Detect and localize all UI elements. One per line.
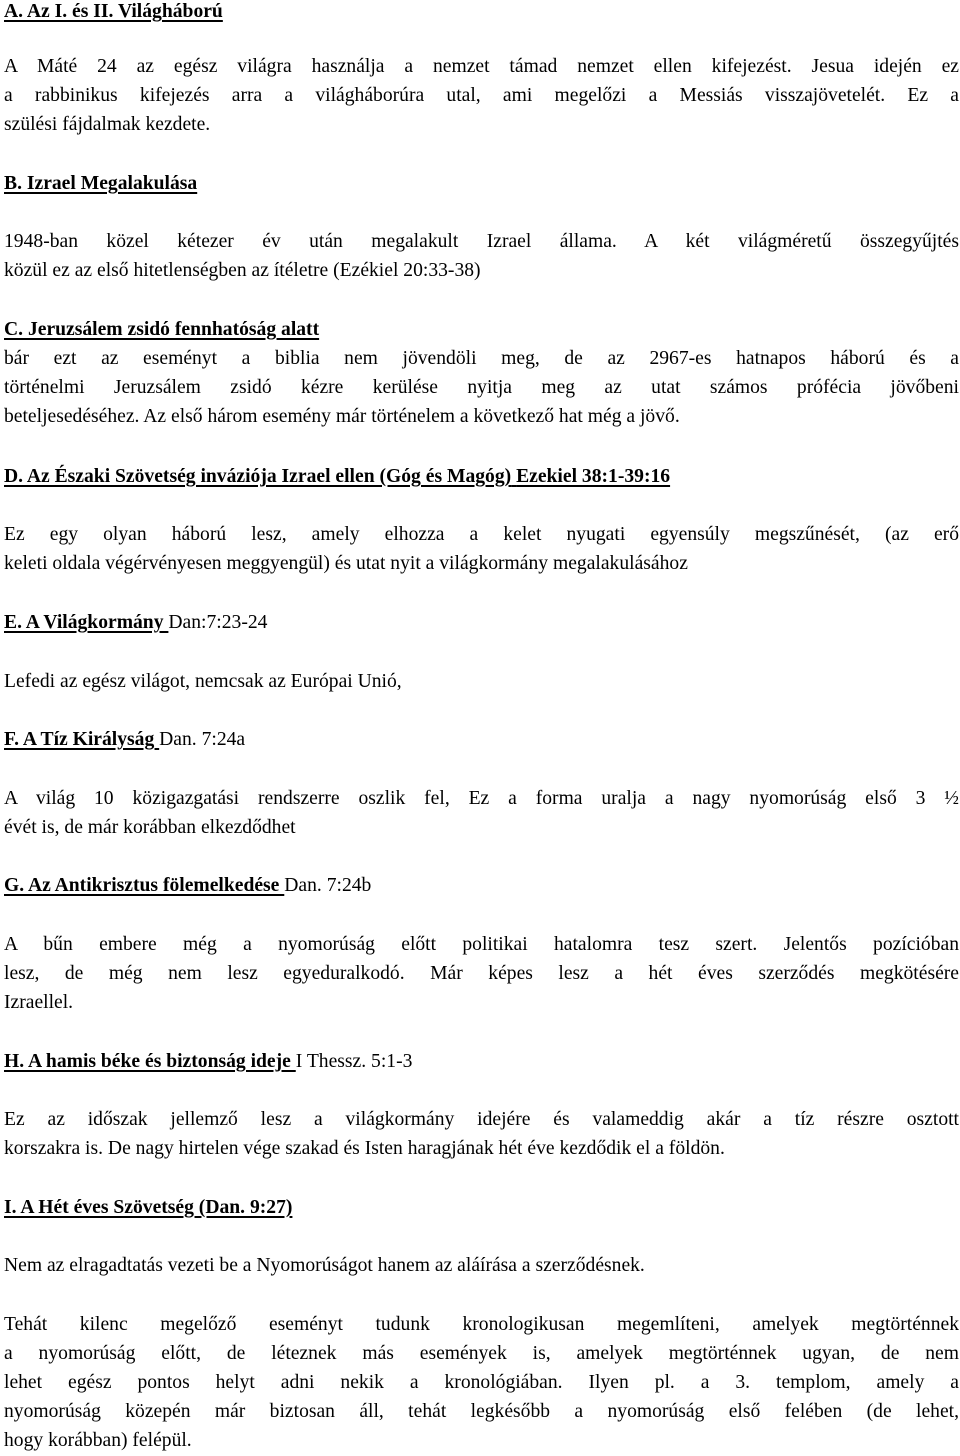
- closing-line: lehet egész pontos helyt adni nekik a kronológiában. Ilyen pl. a 3. templom, amely a: [4, 1372, 959, 1393]
- section-c-title: C. Jeruzsálem zsidó fennhatóság alatt: [4, 319, 320, 340]
- section-g-heading: [4, 871, 959, 900]
- section-b-body: [4, 227, 959, 285]
- section-i-heading: [4, 1193, 959, 1222]
- section-d-line: Ez egy olyan háború lesz, amely elhozza a kelet nyugati egyensúly megszűnését, (az erő: [4, 524, 959, 545]
- section-g-line: A bűn embere még a nyomorúság előtt politikai hatalomra tesz szert. Jelentős pozícióban: [4, 934, 959, 955]
- section-a-line: a rabbinikus kifejezés arra a világháborúra utal, ami megelőzi a Messiás visszajövetelét. Ez a: [4, 85, 959, 106]
- section-c-line: történelmi Jeruzsálem zsidó kézre kerülése nyitja meg az utat számos prófécia jövőbeni: [4, 377, 959, 398]
- section-h-title: H. A hamis béke és biztonság ideje: [4, 1051, 296, 1072]
- section-f-body: [4, 784, 959, 842]
- closing-line: nyomorúság közepén már biztosan áll, tehát legkésőbb a nyomorúság első felében (de lehet,: [4, 1401, 959, 1422]
- section-i-body: [4, 1251, 959, 1280]
- section-g-body: [4, 930, 959, 1017]
- section-d-reference: Ezekiel 38:1-39:16: [516, 466, 671, 487]
- section-a-body: [4, 52, 959, 139]
- section-c-body: [4, 344, 959, 431]
- section-e-title: E. A Világkormány: [4, 612, 169, 633]
- section-e-body: [4, 667, 959, 696]
- closing-line: Tehát kilenc megelőző eseményt tudunk kronologikusan megemlíteni, amelyek megtörténnek: [4, 1314, 959, 1335]
- section-f-line: évét is, de már korábban elkezdődhet: [4, 817, 296, 838]
- section-c-heading: [4, 315, 959, 344]
- section-i-line: Nem az elragadtatás vezeti be a Nyomorúságot hanem az aláírása a szerződésnek.: [4, 1255, 645, 1276]
- section-h-body: [4, 1105, 959, 1163]
- section-f-reference: Dan. 7:24a: [159, 729, 246, 750]
- section-b-title: B. Izrael Megalakulása: [4, 173, 198, 194]
- section-h-line: korszakra is. De nagy hirtelen vége szakad és Isten haragjának hét éve kezdődik el a földön.: [4, 1138, 725, 1159]
- section-h-reference: I Thessz. 5:1-3: [295, 1051, 413, 1072]
- section-g-line: lesz, de még nem lesz egyeduralkodó. Már képes lesz a hét éves szerződés megkötésére: [4, 963, 959, 984]
- closing-paragraph: [4, 1310, 959, 1455]
- section-d-body: [4, 520, 959, 578]
- section-f-line: A világ 10 közigazgatási rendszerre oszlik fel, Ez a forma uralja a nagy nyomorúság első 3 ½: [4, 788, 959, 809]
- section-g-line: Izraellel.: [4, 992, 74, 1013]
- closing-line: a nyomorúság előtt, de léteznek más események is, amelyek megtörténnek ugyan, de nem: [4, 1343, 959, 1364]
- section-a-title: A. Az I. és II. Világháború: [4, 1, 223, 22]
- section-a-line: szülési fájdalmak kezdete.: [4, 114, 211, 135]
- section-e-heading: [4, 608, 959, 637]
- section-f-heading: [4, 725, 959, 754]
- section-b-line: közül ez az első hitetlenségben az ítéletre (Ezékiel 20:33-38): [4, 260, 481, 281]
- section-c-line: bár ezt az eseményt a biblia nem jövendöli meg, de az 2967-es hatnapos háború és a: [4, 348, 959, 369]
- section-h-heading: [4, 1047, 959, 1076]
- section-b-line: 1948-ban közel kétezer év után megalakult Izrael állama. A két világméretű összegyűjtés: [4, 231, 959, 252]
- closing-line: hogy korábban) felépül.: [4, 1430, 192, 1451]
- section-i-title: I. A Hét éves Szövetség (Dan. 9:27): [4, 1197, 293, 1218]
- section-a-heading: [4, 0, 959, 26]
- section-f-title: F. A Tíz Királyság: [4, 729, 160, 750]
- section-h-line: Ez az időszak jellemző lesz a világkormány idejére és valameddig akár a tíz részre osztott: [4, 1109, 959, 1130]
- section-g-title: G. Az Antikrisztus fölemelkedése: [4, 875, 285, 896]
- section-a-line: A Máté 24 az egész világra használja a nemzet támad nemzet ellen kifejezést. Jesua idején ez: [4, 56, 959, 77]
- section-b-heading: [4, 169, 959, 198]
- section-e-line: Lefedi az egész világot, nemcsak az Európai Unió,: [4, 671, 402, 692]
- section-c-line: beteljesedéséhez. Az első három esemény már történelem a következő hat még a jövő.: [4, 406, 680, 427]
- section-d-heading: [4, 462, 959, 491]
- section-e-reference: Dan:7:23-24: [168, 612, 268, 633]
- section-d-title: D. Az Északi Szövetség inváziója Izrael ellen (Góg és Magóg): [4, 466, 512, 487]
- section-d-line: keleti oldala végérvényesen meggyengül) és utat nyit a világkormány megalakulásához: [4, 553, 688, 574]
- section-g-reference: Dan. 7:24b: [284, 875, 372, 896]
